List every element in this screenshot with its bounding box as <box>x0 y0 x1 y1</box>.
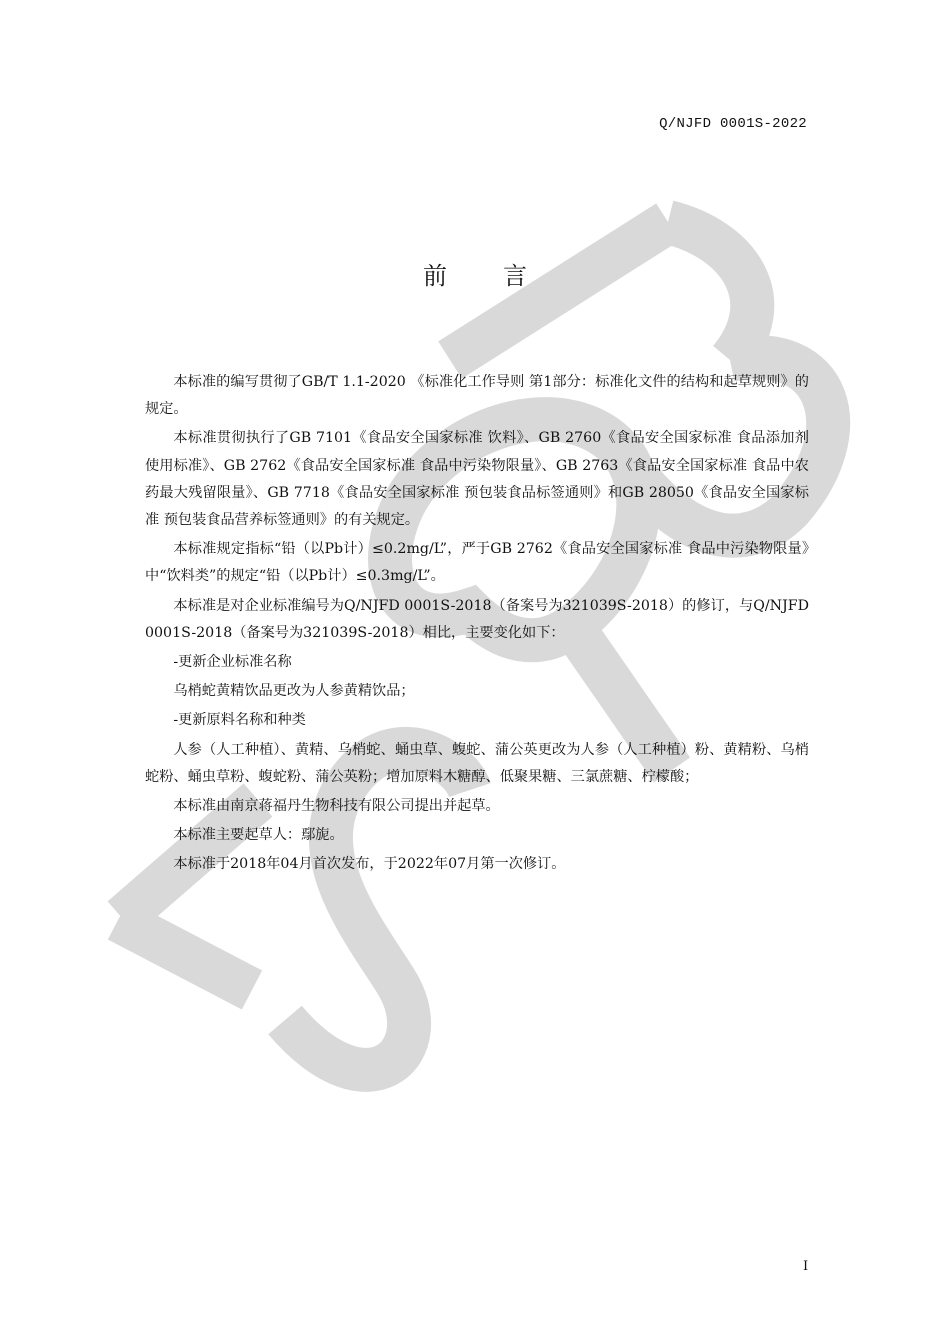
paragraph-release: 本标准于2018年04月首次发布，于2022年07月第一次修订。 <box>173 856 566 873</box>
foreword-body <box>145 369 809 881</box>
list-item-name-change: 乌梢蛇黄精饮品更改为人参黄精饮品； <box>173 683 415 700</box>
title-char-2: 言 <box>503 262 527 290</box>
paragraph-1: 本标准的编写贯彻了GB/T 1.1-2020 《标准化工作导则 第1部分：标准化文件的结构和起草规则》的规定。 <box>145 374 809 418</box>
title-char-1: 前 <box>423 262 447 290</box>
paragraph-3: 本标准规定指标“铅（以Pb计）≤0.2mg/L”，严于GB 2762《食品安全国家标准 食品中污染物限量》中“饮料类”的规定“铅（以Pb计）≤0.3mg/L”。 <box>145 541 809 585</box>
page-title <box>0 256 950 291</box>
paragraph-drafter-org: 本标准由南京蒋福丹生物科技有限公司提出并起草。 <box>173 798 500 815</box>
paragraph-drafter: 本标准主要起草人：鄢旎。 <box>173 827 344 844</box>
page-number: I <box>803 1259 809 1274</box>
list-heading-materials: -更新原料名称和种类 <box>173 712 306 729</box>
paragraph-2: 本标准贯彻执行了GB 7101《食品安全国家标准 饮料》、GB 2760《食品安全国家标准 食品添加剂使用标准》、GB 2762《食品安全国家标准 食品中污染物限量》、GB 2763《食品安全国家标准 食品中农药最大残留限量》、GB 7718《食品安全国家标准 预包装食品标签通则》和GB 28050《食品安全国家标准 预包装食品营养标签通则》的有关规定。 <box>145 430 809 529</box>
paragraph-4: 本标准是对企业标准编号为Q/NJFD 0001S-2018（备案号为321039S-2018）的修订，与Q/NJFD 0001S-2018（备案号为321039S-2018）相比，主要变化如下： <box>145 597 809 641</box>
standard-code: Q/NJFD 0001S-2022 <box>659 116 807 132</box>
list-heading-name: -更新企业标准名称 <box>173 654 292 671</box>
list-item-materials-change: 人参（人工种植）、黄精、乌梢蛇、蛹虫草、蝮蛇、蒲公英更改为人参（人工种植）粉、黄精粉、乌梢蛇粉、蛹虫草粉、蝮蛇粉、蒲公英粉；增加原料木糖醇、低聚果糖、三氯蔗糖、柠檬酸； <box>145 741 809 785</box>
